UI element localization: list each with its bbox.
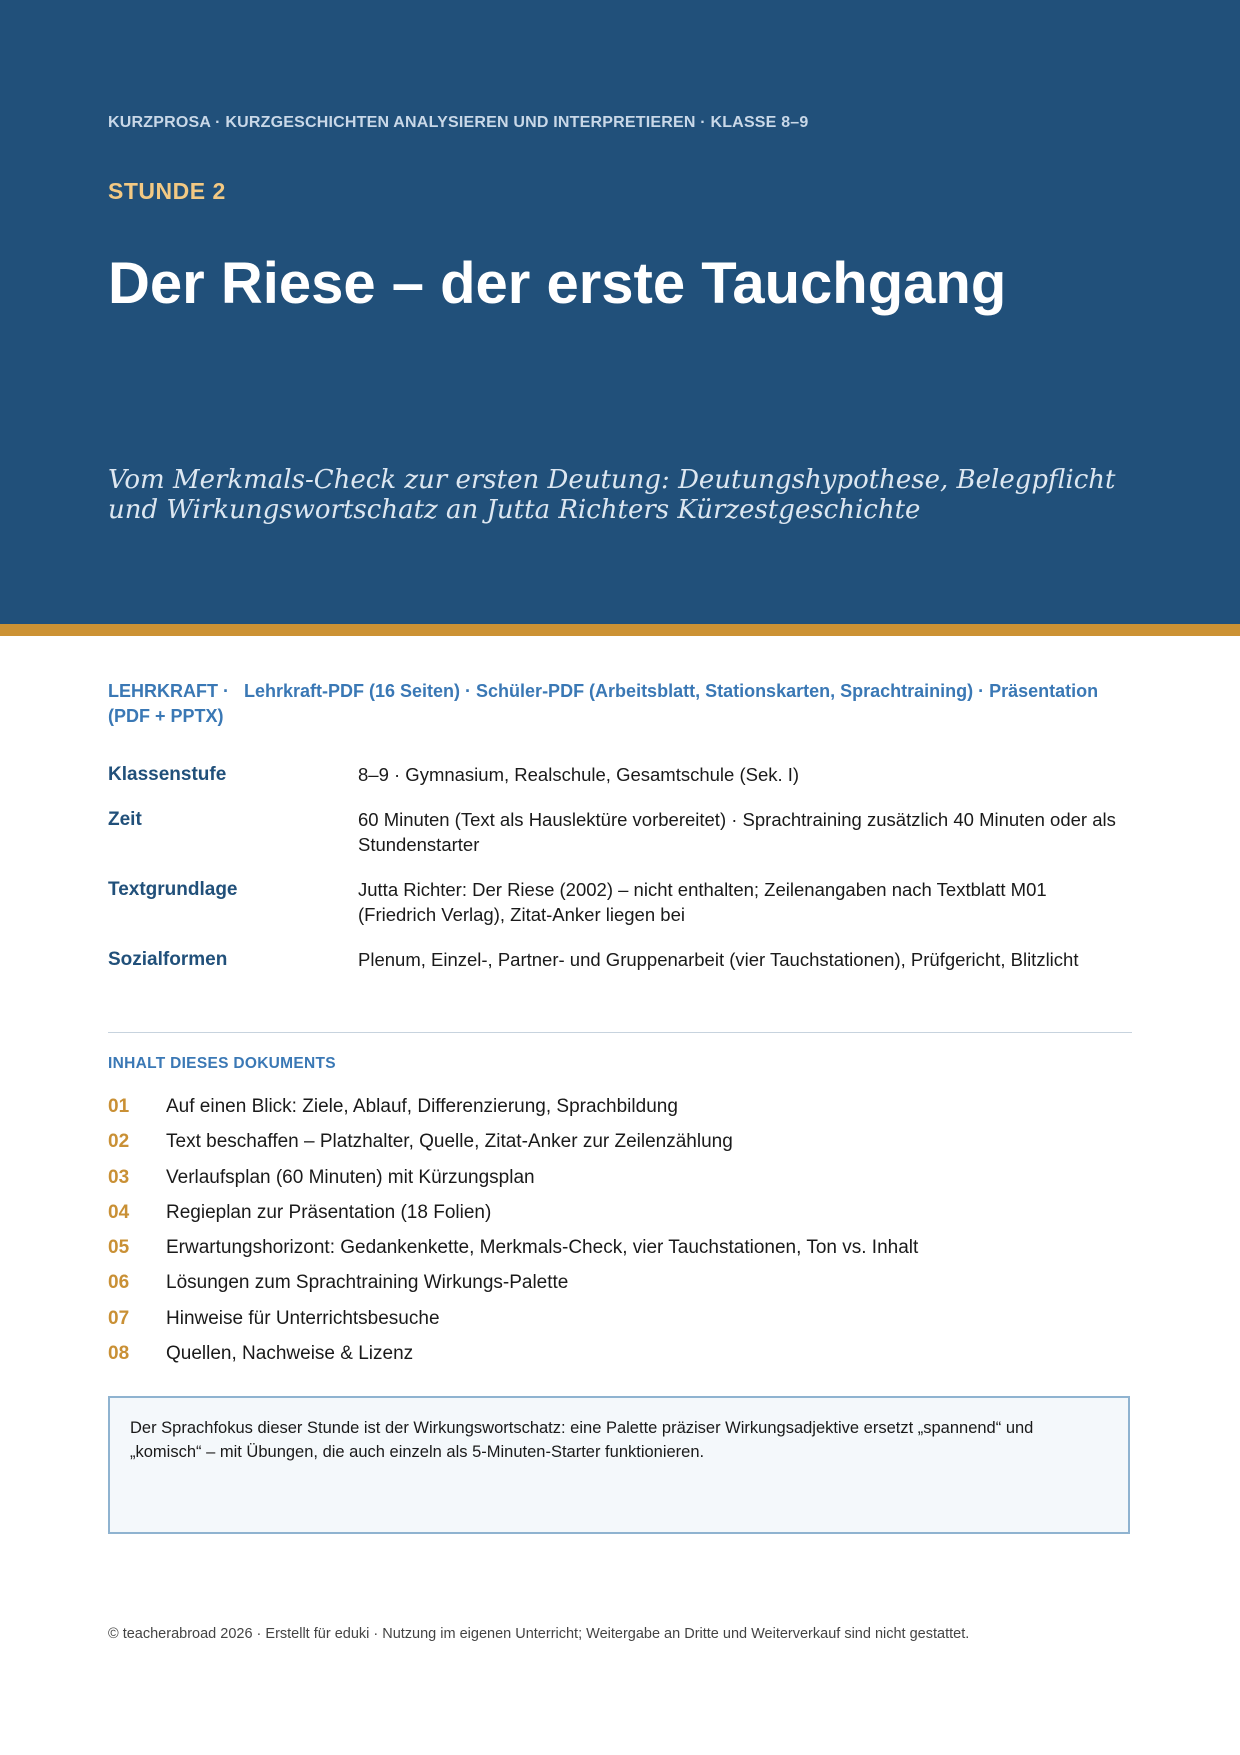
lesson-label: STUNDE 2	[108, 178, 226, 204]
meta-value: 8–9 · Gymnasium, Realschule, Gesamtschule (Sek. I)	[358, 764, 800, 785]
toc-item	[108, 1200, 1128, 1235]
toc-number: 05	[108, 1237, 130, 1259]
meta-value: Jutta Richter: Der Riese (2002) – nicht enthalten; Zeilenangaben nach Textblatt M01 (Friedrich Verlag), Zitat-Anker liegen bei	[358, 879, 1047, 925]
toc-number: 08	[108, 1343, 130, 1365]
meta-row	[108, 762, 1128, 787]
toc-label: Regieplan zur Präsentation (18 Folien)	[166, 1201, 492, 1223]
toc-item	[108, 1235, 1128, 1270]
language-focus-note: Der Sprachfokus dieser Stunde ist der Wirkungswortschatz: eine Palette präziser Wirkungsadjektive ersetzt „spannend“ und „komisch“ – mit Übungen, die auch einzeln als 5-Minuten-Starter funktionieren.	[108, 1396, 1130, 1534]
copyright-footer: © teacherabroad 2026 · Erstellt für eduki · Nutzung im eigenen Unterricht; Weitergabe an Dritte und Weiterverkauf sind nicht gestattet.	[108, 1626, 970, 1642]
meta-row	[108, 807, 1128, 857]
table-of-contents	[108, 1094, 1128, 1376]
toc-item	[108, 1270, 1128, 1305]
audience-label: LEHRKRAFT ·	[108, 681, 229, 701]
toc-label: Lösungen zum Sprachtraining Wirkungs-Palette	[166, 1272, 569, 1294]
toc-item	[108, 1165, 1128, 1200]
toc-number: 02	[108, 1131, 130, 1153]
meta-key: Zeit	[108, 809, 142, 830]
toc-label: Erwartungshorizont: Gedankenkette, Merkmals-Check, vier Tauchstationen, Ton vs. Inhalt	[166, 1237, 919, 1259]
toc-item	[108, 1094, 1128, 1129]
meta-key: Klassenstufe	[108, 764, 227, 785]
meta-row	[108, 877, 1128, 927]
materials-line	[108, 679, 1128, 729]
toc-number: 04	[108, 1201, 130, 1223]
accent-bar	[0, 624, 1240, 636]
page-title: Der Riese – der erste Tauchgang	[108, 251, 1007, 316]
toc-number: 06	[108, 1272, 130, 1294]
meta-value: 60 Minuten (Text als Hauslektüre vorbereitet) · Sprachtraining zusätzlich 40 Minuten oder als Stundenstarter	[358, 809, 1116, 855]
title-banner	[0, 0, 1240, 624]
meta-key: Textgrundlage	[108, 879, 238, 900]
toc-label: Text beschaffen – Platzhalter, Quelle, Zitat-Anker zur Zeilenzählung	[166, 1131, 733, 1153]
meta-value: Plenum, Einzel-, Partner- und Gruppenarbeit (vier Tauchstationen), Prüfgericht, Blitzlicht	[358, 949, 1079, 970]
materials-list: Lehrkraft-PDF (16 Seiten) · Schüler-PDF (Arbeitsblatt, Stationskarten, Sprachtraining) · Präsentation (PDF + PPTX)	[108, 681, 1099, 726]
toc-label: Verlaufsplan (60 Minuten) mit Kürzungsplan	[166, 1166, 535, 1188]
meta-row	[108, 947, 1128, 972]
toc-number: 01	[108, 1096, 130, 1117]
toc-number: 07	[108, 1307, 130, 1329]
toc-number: 03	[108, 1166, 130, 1188]
page-subtitle: Vom Merkmals-Check zur ersten Deutung: Deutungshypothese, Belegpflicht und Wirkungswortschatz an Jutta Richters Kürzestgeschichte	[108, 465, 1116, 525]
meta-table	[108, 762, 1128, 992]
section-divider	[108, 1032, 1132, 1033]
toc-item	[108, 1341, 1128, 1376]
toc-item	[108, 1129, 1128, 1164]
toc-label: Hinweise für Unterrichtsbesuche	[166, 1307, 440, 1329]
toc-heading: INHALT DIESES DOKUMENTS	[108, 1055, 336, 1072]
meta-key: Sozialformen	[108, 949, 228, 970]
toc-label: Auf einen Blick: Ziele, Ablauf, Differenzierung, Sprachbildung	[166, 1096, 678, 1117]
toc-label: Quellen, Nachweise & Lizenz	[166, 1343, 414, 1365]
series-label: KURZPROSA · KURZGESCHICHTEN ANALYSIEREN UND INTERPRETIEREN · KLASSE 8–9	[108, 114, 809, 131]
toc-item	[108, 1306, 1128, 1341]
